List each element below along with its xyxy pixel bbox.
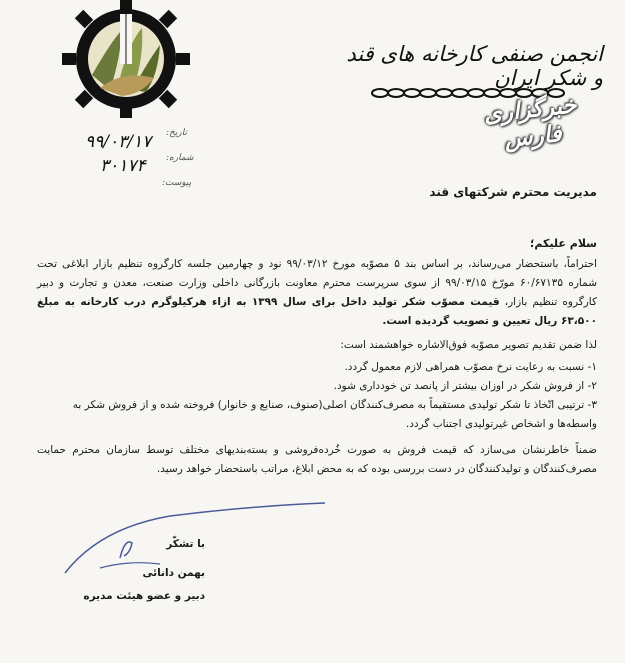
- signature-closing: با تشکّر: [166, 538, 205, 550]
- paragraph-note: ضمناً خاطرنشان می‌سازد که قیمت فروش به صورت خُرده‌فروشی و بسته‌بندیهای مختلف توسط سازمان محترم حمایت مصرف‌کنندگان و تولیدکنندگان در دست بررسی بوده که به محض ابلاغ، مراتب باستحضار خواهد رسید.: [37, 444, 597, 475]
- paragraph-main-text: احتراماً، باستحضار می‌رساند، بر اساس بند ۵ مصوّبه مورخ ۹۹/۰۳/۱۲ نود و چهارمین جلسه کارگروه تنظیم بازار ابلاغی تحت شماره ۶۰/۶۷۱۳۵ مورّخ ۹۹/۰۳/۱۵ از سوی سرپرست محترم معاونت بازرگانی داخلی وزارت صنعت، معدن و تجارت و دبیر کارگروه تنظیم بازار،: [37, 258, 598, 308]
- paragraph-main: [37, 255, 597, 331]
- gear-logo-icon: [62, 0, 190, 118]
- organization-name: انجمن صنفی کارخانه های قند و شکر ایران: [346, 42, 603, 90]
- news-agency-watermark: خبرگزاری فارس: [482, 91, 578, 153]
- signatory-name: بهمن دانائی: [142, 567, 205, 579]
- attachment-label: پیوست:: [162, 178, 192, 188]
- list-item: ۲- از فروش شکر در اوزان بیشتر از پانصد تن خودداری شود.: [333, 380, 597, 392]
- list-item: ۱- نسبت به رعایت نرخ مصوّب همراهی لازم معمول گردد.: [344, 361, 597, 373]
- signatory-title: دبیر و عضو هیئت مدیره: [83, 590, 205, 602]
- date-label: تاریخ:: [166, 128, 187, 138]
- salutation: سلام علیکم؛: [530, 237, 597, 250]
- list-item: ۳- ترتیبی اتّخاذ تا شکر تولیدی مستقیماً به مصرف‌کنندگان اصلی(صنوف، صنایع و خانوار) فروخته شده و از فروش شکر به واسطه‌ها و اشخاص غیرتولیدی اجتناب گردد.: [72, 399, 597, 430]
- request-intro: لذا ضمن تقدیم تصویر مصوّبه فوق‌الاشاره خواهشمند است:: [340, 339, 597, 351]
- recipient: مدیریت محترم شرکتهای قند: [429, 185, 597, 199]
- number-value: ۳۰۱۷۴: [100, 156, 146, 176]
- number-label: شماره:: [166, 153, 194, 163]
- date-value: ۹۹/۰۳/۱۷: [85, 132, 152, 152]
- paragraph-main-highlight: قیمت مصوّب شکر تولید داخل برای سال ۱۳۹۹ به ازاء هرکیلوگرم درب کارخانه به مبلغ ۶۳،۵۰۰ ریال تعیین و تصویب گردیده است.: [37, 296, 597, 327]
